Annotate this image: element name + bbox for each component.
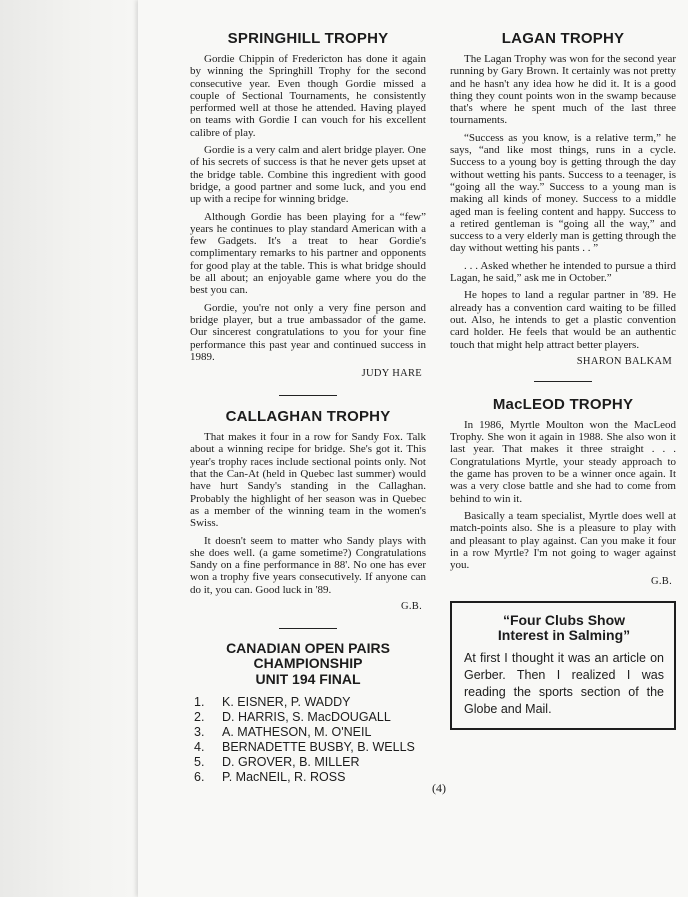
result-pair: BERNADETTE BUSBY, B. WELLS <box>222 740 415 755</box>
right-column <box>450 30 676 730</box>
lagan-paragraph-4: He hopes to land a regular partner in '89. He already has a convention card waiting to be filled out. Also, he intends to get a plastic convention card holder. He feels that would be an authentic touch that might help attract better players. <box>450 289 676 351</box>
list-item <box>190 710 426 725</box>
springhill-paragraph-2: Gordie is a very calm and alert bridge player. One of his secrets of success is that he never gets upset at the bridge table. Combine this ingredient with good bridge, a good partner and some luck, and you end up with a recipe for winning bridge. <box>190 144 426 206</box>
divider <box>534 381 592 382</box>
lagan-paragraph-2: “Success as you know, is a relative term,” he says, “and like most things, runs in a cycle. Success to a young boy is getting through the day without wetting his pants. Success to a teenager, is “going all the way.” Success to a young man is making all kinds of money. Success to a middle aged man is feeling content and happy. Success to a retired gentleman is “going all the way,” and success to a very elderly man is getting through the day without wetting his pants . . ” <box>450 131 676 255</box>
open-pairs-title-line-2: CHAMPIONSHIP <box>253 655 363 672</box>
result-rank: 1. <box>194 695 205 710</box>
callaghan-article <box>190 408 426 612</box>
springhill-paragraph-3: Although Gordie has been playing for a “few” years he continues to play standard American with a few Gadgets. It's a treat to hear Gordie's complimentary remarks to his partner and opponents for good play at the table. This is what bridge should be all about; an enjoyable game where you do the best you can. <box>190 210 426 297</box>
results-list <box>190 695 426 785</box>
macleod-signature: G.B. <box>650 576 672 588</box>
divider <box>279 395 337 396</box>
list-item <box>190 695 426 710</box>
lagan-signature: SHARON BALKAM <box>576 355 672 367</box>
salming-title-line-1: “Four Clubs Show <box>502 612 626 629</box>
springhill-signature: JUDY HARE <box>361 368 422 380</box>
callaghan-paragraph-1: That makes it four in a row for Sandy Fox. Talk about a winning recipe for bridge. She's got it. This year's trophy races include sectional points only. Not that the Can-At (held in Quebec last summer) would have hurt Sandy's standing in the Callaghan. Probably the highlight of her season was in Quebec as a member of the winning team in the women's Swiss. <box>190 431 426 530</box>
springhill-paragraph-4: Gordie, you're not only a very fine person and bridge player, but a true ambassador of the game. Our sincerest congratulations to you for your fine performance this past year and continued success in 1989. <box>190 301 426 363</box>
callaghan-signature: G.B. <box>400 600 422 612</box>
springhill-article <box>190 30 426 379</box>
result-rank: 6. <box>194 770 205 785</box>
lagan-title: LAGAN TROPHY <box>501 30 625 47</box>
macleod-paragraph-1: In 1986, Myrtle Moulton won the MacLeod Trophy. She won it again in 1988. She also won it last year. That makes it three straight . . . Congratulations Myrtle, your steady approach to the game has proven to be a winner once again. It was a very close battle and she had to come from behind to win it. <box>450 418 676 505</box>
springhill-title: SPRINGHILL TROPHY <box>227 30 389 47</box>
result-rank: 5. <box>194 755 205 770</box>
open-pairs-title-line-3: UNIT 194 FINAL <box>255 670 361 687</box>
scan-margin <box>0 0 138 897</box>
result-pair: D. GROVER, B. MILLER <box>222 755 360 770</box>
open-pairs-title <box>190 641 426 688</box>
lagan-paragraph-1: The Lagan Trophy was won for the second year running by Gary Brown. It certainly was not pretty and he hasn't any idea how he did it. It is a good thing they count points won in the swamp because that's where he spent much of the last three tournaments. <box>450 53 676 127</box>
list-item <box>190 740 426 755</box>
macleod-paragraph-2: Basically a team specialist, Myrtle does well at match-points also. She is a pleasure to play with and pleasant to play against. Can you make it four in a row Myrtle? I'm not going to wager against you. <box>450 509 676 572</box>
result-rank: 3. <box>194 725 205 740</box>
result-pair: K. EISNER, P. WADDY <box>222 695 351 710</box>
open-pairs-title-line-1: CANADIAN OPEN PAIRS <box>226 639 390 656</box>
list-item <box>190 770 426 785</box>
divider <box>279 628 337 629</box>
macleod-title: MacLEOD TROPHY <box>492 395 634 413</box>
callaghan-title: CALLAGHAN TROPHY <box>225 408 391 426</box>
page-number: (4) <box>432 781 446 795</box>
result-pair: P. MacNEIL, R. ROSS <box>222 770 346 785</box>
result-rank: 4. <box>194 740 205 755</box>
salming-box <box>450 601 676 730</box>
result-pair: A. MATHESON, M. O'NEIL <box>222 725 372 740</box>
macleod-article <box>450 396 676 588</box>
salming-title-line-2: Interest in Salming” <box>497 627 631 644</box>
salming-box-title <box>464 613 664 643</box>
lagan-paragraph-3: . . . Asked whether he intended to pursue a third Lagan, he said,” ask me in October.” <box>450 259 676 285</box>
salming-box-body: At first I thought it was an article on Gerber. Then I realized I was reading the sports section of the Globe and Mail. <box>464 651 664 717</box>
lagan-article <box>450 30 676 367</box>
callaghan-paragraph-2: It doesn't seem to matter who Sandy plays with she does well. (a game sometime?) Congratulations Sandy on a fine performance in 88'. No one has ever won a trophy five years consecutively. If anyone can do it, you can. Good luck in '89. <box>190 534 426 596</box>
result-pair: D. HARRIS, S. MacDOUGALL <box>222 710 391 725</box>
springhill-paragraph-1: Gordie Chippin of Fredericton has done it again by winning the Springhill Trophy for the second consecutive year. Even though Gordie missed a couple of Sectional Tournaments, he consistently performed well at those he attended. Having played on teams with Gordie I can vouch for his excellent calibre of play. <box>190 53 426 139</box>
list-item <box>190 755 426 770</box>
list-item <box>190 725 426 740</box>
result-rank: 2. <box>194 710 205 725</box>
left-column <box>190 30 426 785</box>
open-pairs-results <box>190 641 426 786</box>
